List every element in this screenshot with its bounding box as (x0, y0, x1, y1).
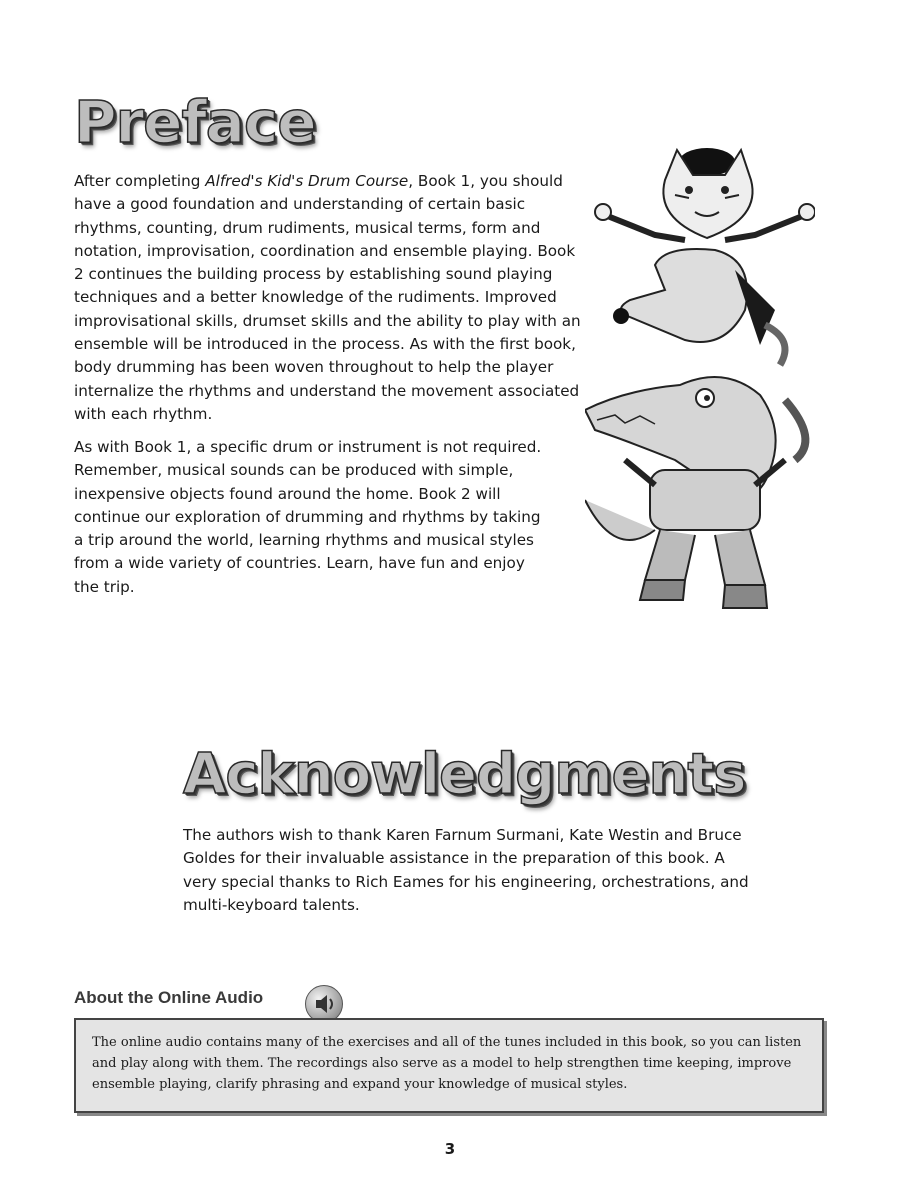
preface-text-after: , Book 1, you should have a good foundation and understanding of certain basic rhythms, counting, drum rudiments, musical terms, form and notation, improvisation, coordination and ensemble playing. Book 2 continues the building process by establishing sound playing techniques and a better knowledge of the rudiments. Improved improvisational skills, drumset skills and the ability to play with an ensemble will be introduced in the process. As with the first book, body drumming has been woven throughout to help the player internalize the rhythms and understand the movement associated with each rhythm. (74, 172, 581, 423)
acknowledgments-text: The authors wish to thank Karen Farnum Surmani, Kate Westin and Bruce Goldes for their invaluable assistance in the preparation of this book. A very special thanks to Rich Eames for his engineering, orchestrations, and multi-keyboard talents. (183, 826, 749, 914)
acknowledgments-title: Acknowledgments (183, 742, 746, 807)
online-audio-box (74, 1018, 824, 1113)
book-title-italic: Alfred's Kid's Drum Course (205, 172, 409, 190)
preface-paragraph-2: As with Book 1, a specific drum or instrument is not required. Remember, musical sounds can be produced with simple, inexpensive objects found around the home. Book 2 will continue our exploration of drumming and rhythms by taking a trip around the world, learning rhythms and musical styles from a wide variety of countries. Learn, have fun and enjoy the trip. (74, 438, 542, 596)
page-number: 3 (444, 1140, 456, 1158)
online-audio-text: The online audio contains many of the exercises and all of the tunes included in this book, so you can listen and play along with them. The recordings also serve as a model to help strengthen time keeping, improve ensemble playing, clarify phrasing and expand your knowledge of musical styles. (92, 1035, 802, 1092)
online-audio-title: About the Online Audio (74, 988, 264, 1007)
cartoon-animals-illustration (585, 140, 815, 620)
preface-title: Preface (74, 88, 316, 156)
preface-text-before: After completing (74, 172, 206, 190)
preface-paragraph-1 (74, 170, 586, 426)
